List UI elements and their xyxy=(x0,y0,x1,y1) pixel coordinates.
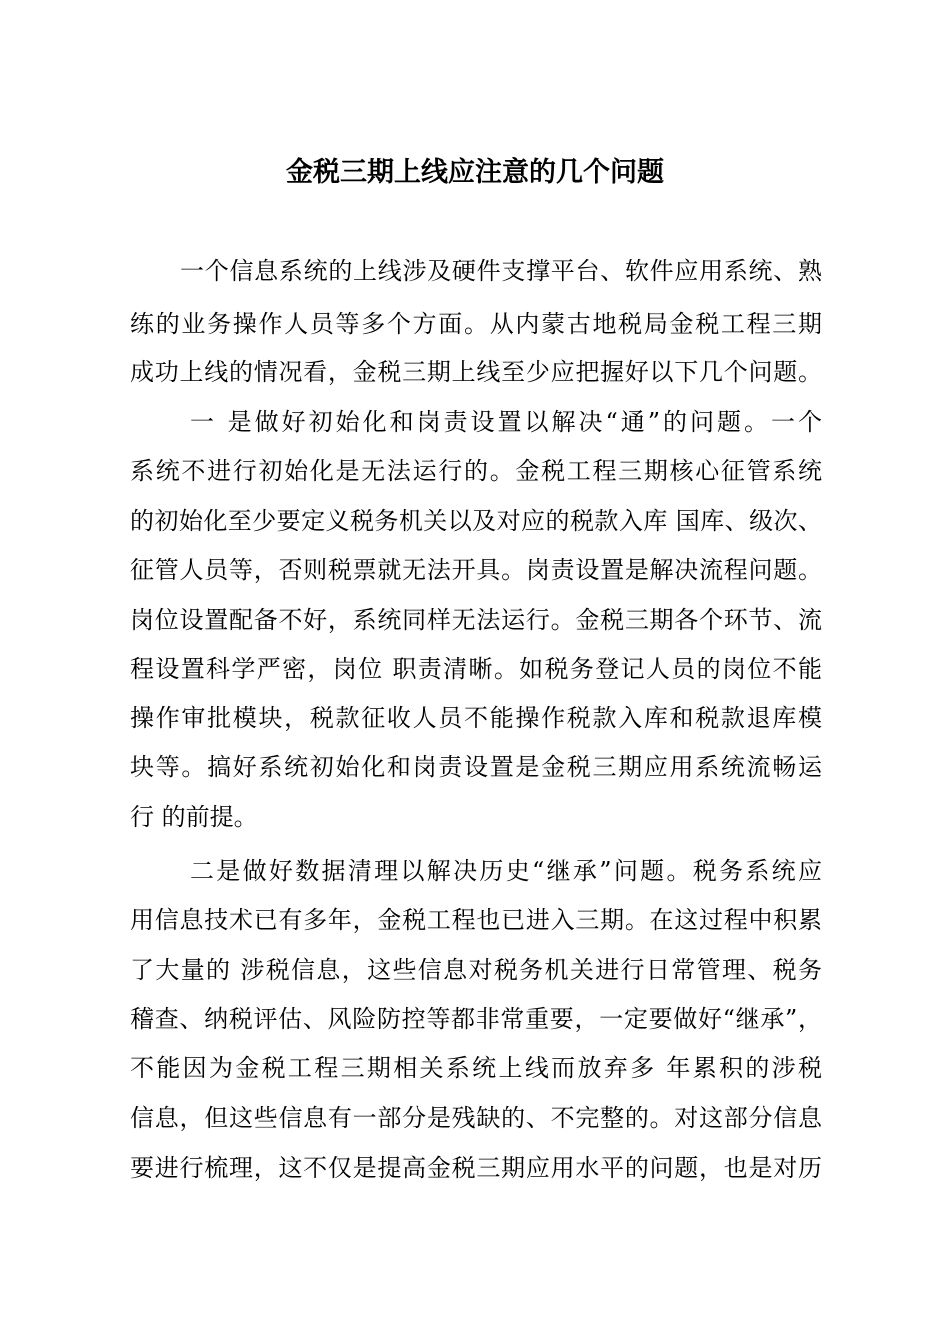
paragraph-2-line-3: 的初始化至少要定义税务机关以及对应的税款入库 国库、级次、 xyxy=(130,507,822,535)
paragraph-1-line-1: 一个信息系统的上线涉及硬件支撑平台、软件应用系统、熟 xyxy=(180,257,822,285)
paragraph-2-line-2: 系统不进行初始化是无法运行的。金税工程三期核心征管系统 xyxy=(130,457,822,485)
paragraph-2-line-9: 行 的前提。 xyxy=(130,803,258,831)
paragraph-2-line-6: 程设置科学严密，岗位 职责清晰。如税务登记人员的岗位不能 xyxy=(130,655,822,683)
paragraph-1-line-2: 练的业务操作人员等多个方面。从内蒙古地税局金税工程三期 xyxy=(130,310,822,338)
paragraph-3-line-1: 二是做好数据清理以解决历史“继承”问题。税务系统应 xyxy=(190,857,822,885)
paragraph-3-line-4: 稽查、纳税评估、风险防控等都非常重要，一定要做好“继承”， xyxy=(130,1005,822,1033)
paragraph-3-line-5: 不能因为金税工程三期相关系统上线而放弃多 年累积的涉税 xyxy=(130,1054,822,1082)
paragraph-2-line-4: 征管人员等，否则税票就无法开具。岗责设置是解决流程问题。 xyxy=(130,556,822,584)
paragraph-2-line-8: 块等。搞好系统初始化和岗责设置是金税三期应用系统流畅运 xyxy=(130,753,822,781)
paragraph-3-line-3: 了大量的 涉税信息，这些信息对税务机关进行日常管理、税务 xyxy=(130,956,822,984)
paragraph-2-line-1: 一 是做好初始化和岗责设置以解决“通”的问题。一个 xyxy=(190,408,822,436)
paragraph-3-line-6: 信息，但这些信息有一部分是残缺的、不完整的。对这部分信息 xyxy=(130,1104,822,1132)
document-title: 金税三期上线应注意的几个问题 xyxy=(286,157,664,188)
paragraph-3-line-7: 要进行梳理，这不仅是提高金税三期应用水平的问题，也是对历 xyxy=(130,1154,822,1182)
paragraph-1-line-3: 成功上线的情况看，金税三期上线至少应把握好以下几个问题。 xyxy=(130,358,822,386)
paragraph-2-line-7: 操作审批模块，税款征收人员不能操作税款入库和税款退库模 xyxy=(130,704,822,732)
paragraph-3-line-2: 用信息技术已有多年，金税工程也已进入三期。在这过程中积累 xyxy=(130,906,822,934)
paragraph-2-line-5: 岗位设置配备不好，系统同样无法运行。金税三期各个环节、流 xyxy=(130,606,822,634)
